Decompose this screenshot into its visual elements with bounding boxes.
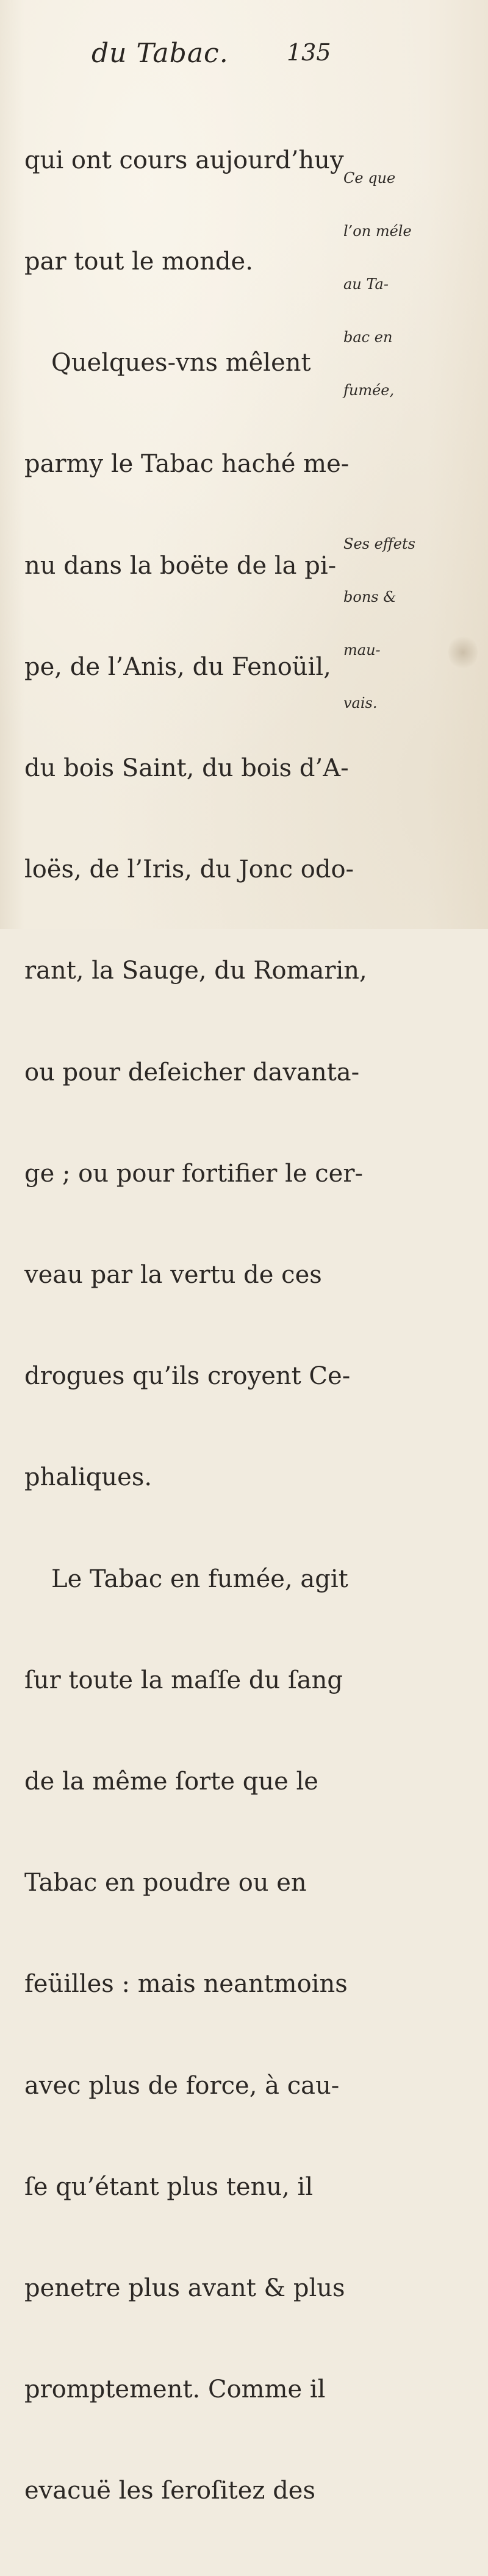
margin-note-line: bac en bbox=[343, 329, 393, 346]
text-line: drogues qu’ils croyent Ce- bbox=[24, 1362, 351, 1391]
margin-note-line: fumée, bbox=[343, 382, 395, 399]
text-line: pe, de l’Anis, du Fenoüil, bbox=[24, 652, 331, 681]
text-line: penetre plus avant & plus bbox=[24, 2274, 345, 2303]
margin-note-line: Ce que bbox=[343, 169, 396, 187]
text-line: feüilles : mais neantmoins bbox=[24, 1970, 348, 1999]
paper-stain bbox=[448, 634, 478, 671]
text-line: par tout le monde. bbox=[24, 248, 253, 276]
running-title: du Tabac. bbox=[92, 38, 229, 69]
text-line: evacuë les ſeroſitez des bbox=[24, 2477, 315, 2505]
text-line: ge ; ou pour fortifier le cer- bbox=[24, 1159, 363, 1188]
margin-note bbox=[343, 134, 429, 435]
text-line: rant, la Sauge, du Romarin, bbox=[24, 957, 367, 985]
margin-note-line: vais. bbox=[343, 694, 378, 712]
text-line: de la même ſorte que le bbox=[24, 1768, 318, 1796]
margin-note-line: bons & bbox=[343, 588, 396, 605]
text-line: ſur toute la maſſe du ſang bbox=[24, 1666, 343, 1694]
text-line: phaliques. bbox=[24, 1463, 152, 1492]
text-line: Le Tabac en fumée, agit bbox=[51, 1565, 348, 1593]
text-line: du bois Saint, du bois d’A- bbox=[24, 754, 349, 783]
margin-note-line: au Ta- bbox=[343, 276, 389, 293]
margin-note-line: Ses effets bbox=[343, 535, 415, 552]
margin-note bbox=[343, 500, 429, 747]
text-line: Quelques-vns mêlent bbox=[51, 349, 311, 377]
text-line: nu dans la boëte de la pi- bbox=[24, 551, 337, 580]
page-number: 135 bbox=[287, 39, 331, 66]
margin-note-line: l’on méle bbox=[343, 223, 412, 240]
text-line: qui ont cours aujourd’huy bbox=[24, 146, 344, 174]
page-header bbox=[0, 38, 488, 74]
text-line: avec plus de force, à cau- bbox=[24, 2071, 340, 2100]
margin-note-line: mau- bbox=[343, 641, 381, 658]
text-line: promptement. Comme il bbox=[24, 2375, 326, 2404]
text-line: loës, de l’Iris, du Jonc odo- bbox=[24, 855, 354, 884]
text-line: ſe qu’étant plus tenu, il bbox=[24, 2172, 314, 2201]
text-line: parmy le Tabac haché me- bbox=[24, 450, 350, 479]
text-line: veau par la vertu de ces bbox=[24, 1261, 322, 1290]
text-line: ou pour deſeicher davanta- bbox=[24, 1058, 360, 1086]
text-line: Tabac en poudre ou en bbox=[24, 1869, 307, 1897]
